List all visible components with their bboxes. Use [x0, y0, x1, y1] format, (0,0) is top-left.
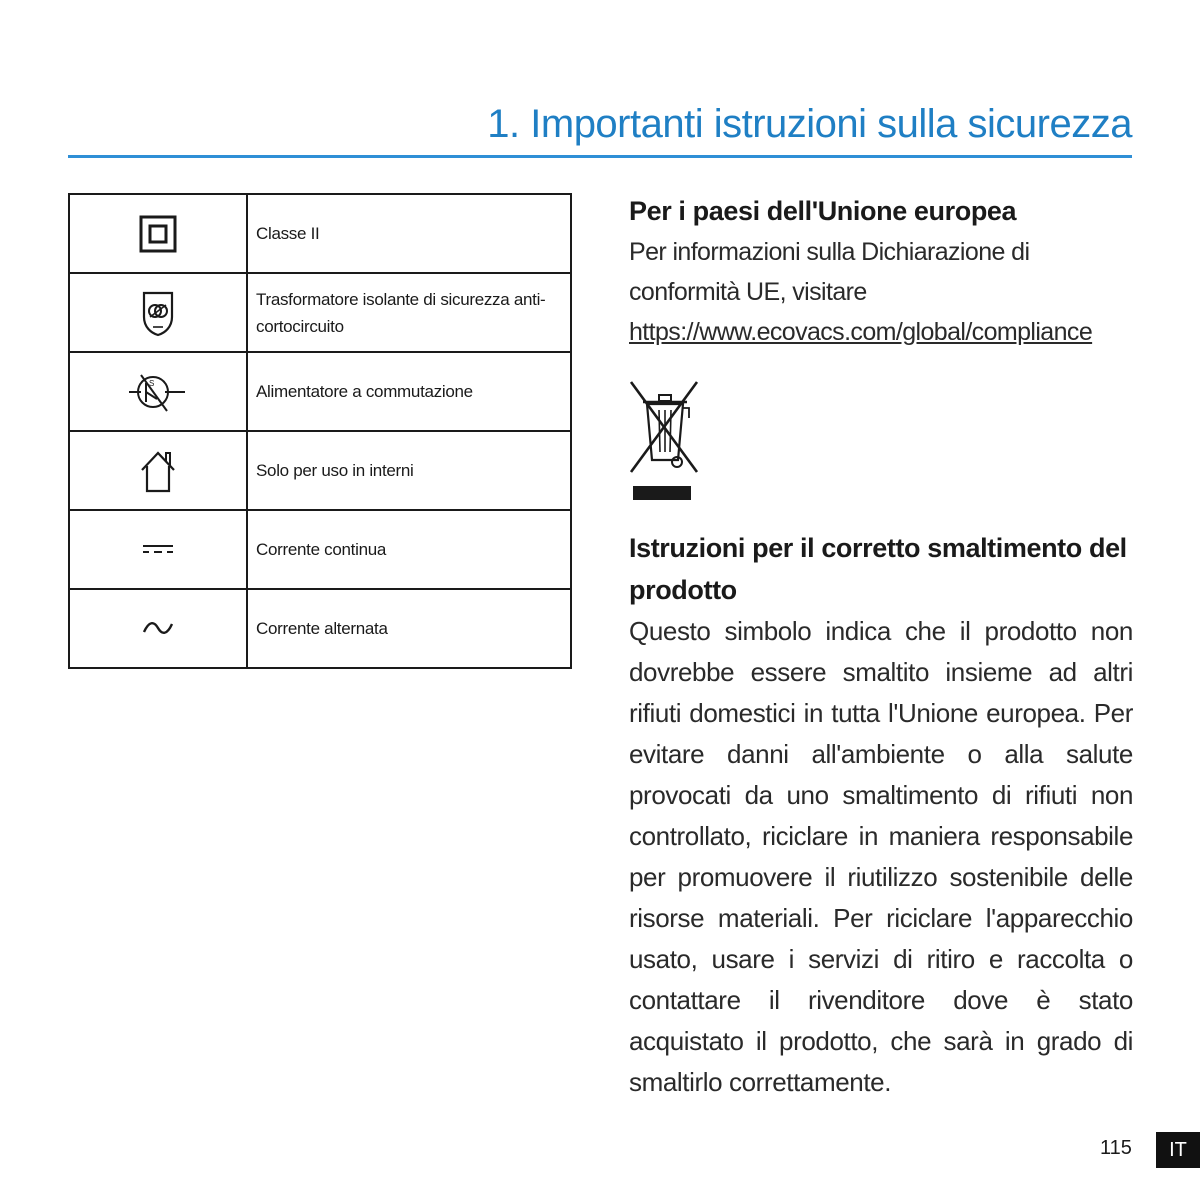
disposal-section — [629, 527, 1133, 1103]
eu-section-body: Per informazioni sulla Dichiarazione di conformità UE, visitare — [629, 238, 1030, 306]
switch-mode-power-supply-icon — [127, 369, 189, 415]
indoor-use-only-icon — [138, 448, 178, 494]
table-row — [69, 510, 571, 589]
disposal-body: Questo simbolo indica che il prodotto non dovrebbe essere smaltito insieme ad altri rifiuti domestici in tutta l'Unione europea. Per evitare danni all'ambiente o alla salute provocati da uno smaltimento di rifiuti non controllato, riciclare in maniera responsabile per promuovere il riutilizzo sostenibile delle risorse materiali. Per riciclare l'apparecchio usato, usare i servizi di ritiro e raccolta o contattare il rivenditore dove è stato acquistato il prodotto, che sarà in grado di smaltirlo correttamente. — [629, 616, 1133, 1097]
class-ii-icon — [138, 214, 178, 254]
safety-isolating-transformer-icon — [141, 289, 175, 337]
title-divider — [68, 155, 1132, 158]
compliance-link[interactable]: https://www.ecovacs.com/global/compliance — [629, 318, 1093, 346]
direct-current-icon — [141, 541, 175, 557]
disposal-heading: Istruzioni per il corretto smaltimento del prodotto — [629, 533, 1127, 605]
crossed-out-wheelie-bin-icon — [629, 378, 701, 504]
symbol-label: Classe II — [247, 194, 571, 273]
symbol-table — [68, 193, 572, 669]
table-row — [69, 273, 571, 352]
page-number: 115 — [1100, 1137, 1132, 1159]
symbol-label: Alimentatore a commutazione — [247, 352, 571, 431]
table-row — [69, 431, 571, 510]
alternating-current-icon — [141, 619, 175, 637]
page-title: 1. Importanti istruzioni sulla sicurezza — [487, 102, 1132, 146]
svg-text:S: S — [149, 378, 155, 388]
symbol-label: Corrente continua — [247, 510, 571, 589]
eu-section — [629, 190, 1133, 352]
symbol-label: Trasformatore isolante di sicurezza anti-cortocircuito — [247, 273, 571, 352]
eu-section-heading: Per i paesi dell'Unione europea — [629, 196, 1017, 226]
table-row — [69, 352, 571, 431]
language-badge: IT — [1156, 1132, 1200, 1168]
table-row — [69, 194, 571, 273]
symbol-label: Solo per uso in interni — [247, 431, 571, 510]
table-row — [69, 589, 571, 668]
symbol-label: Corrente alternata — [247, 589, 571, 668]
